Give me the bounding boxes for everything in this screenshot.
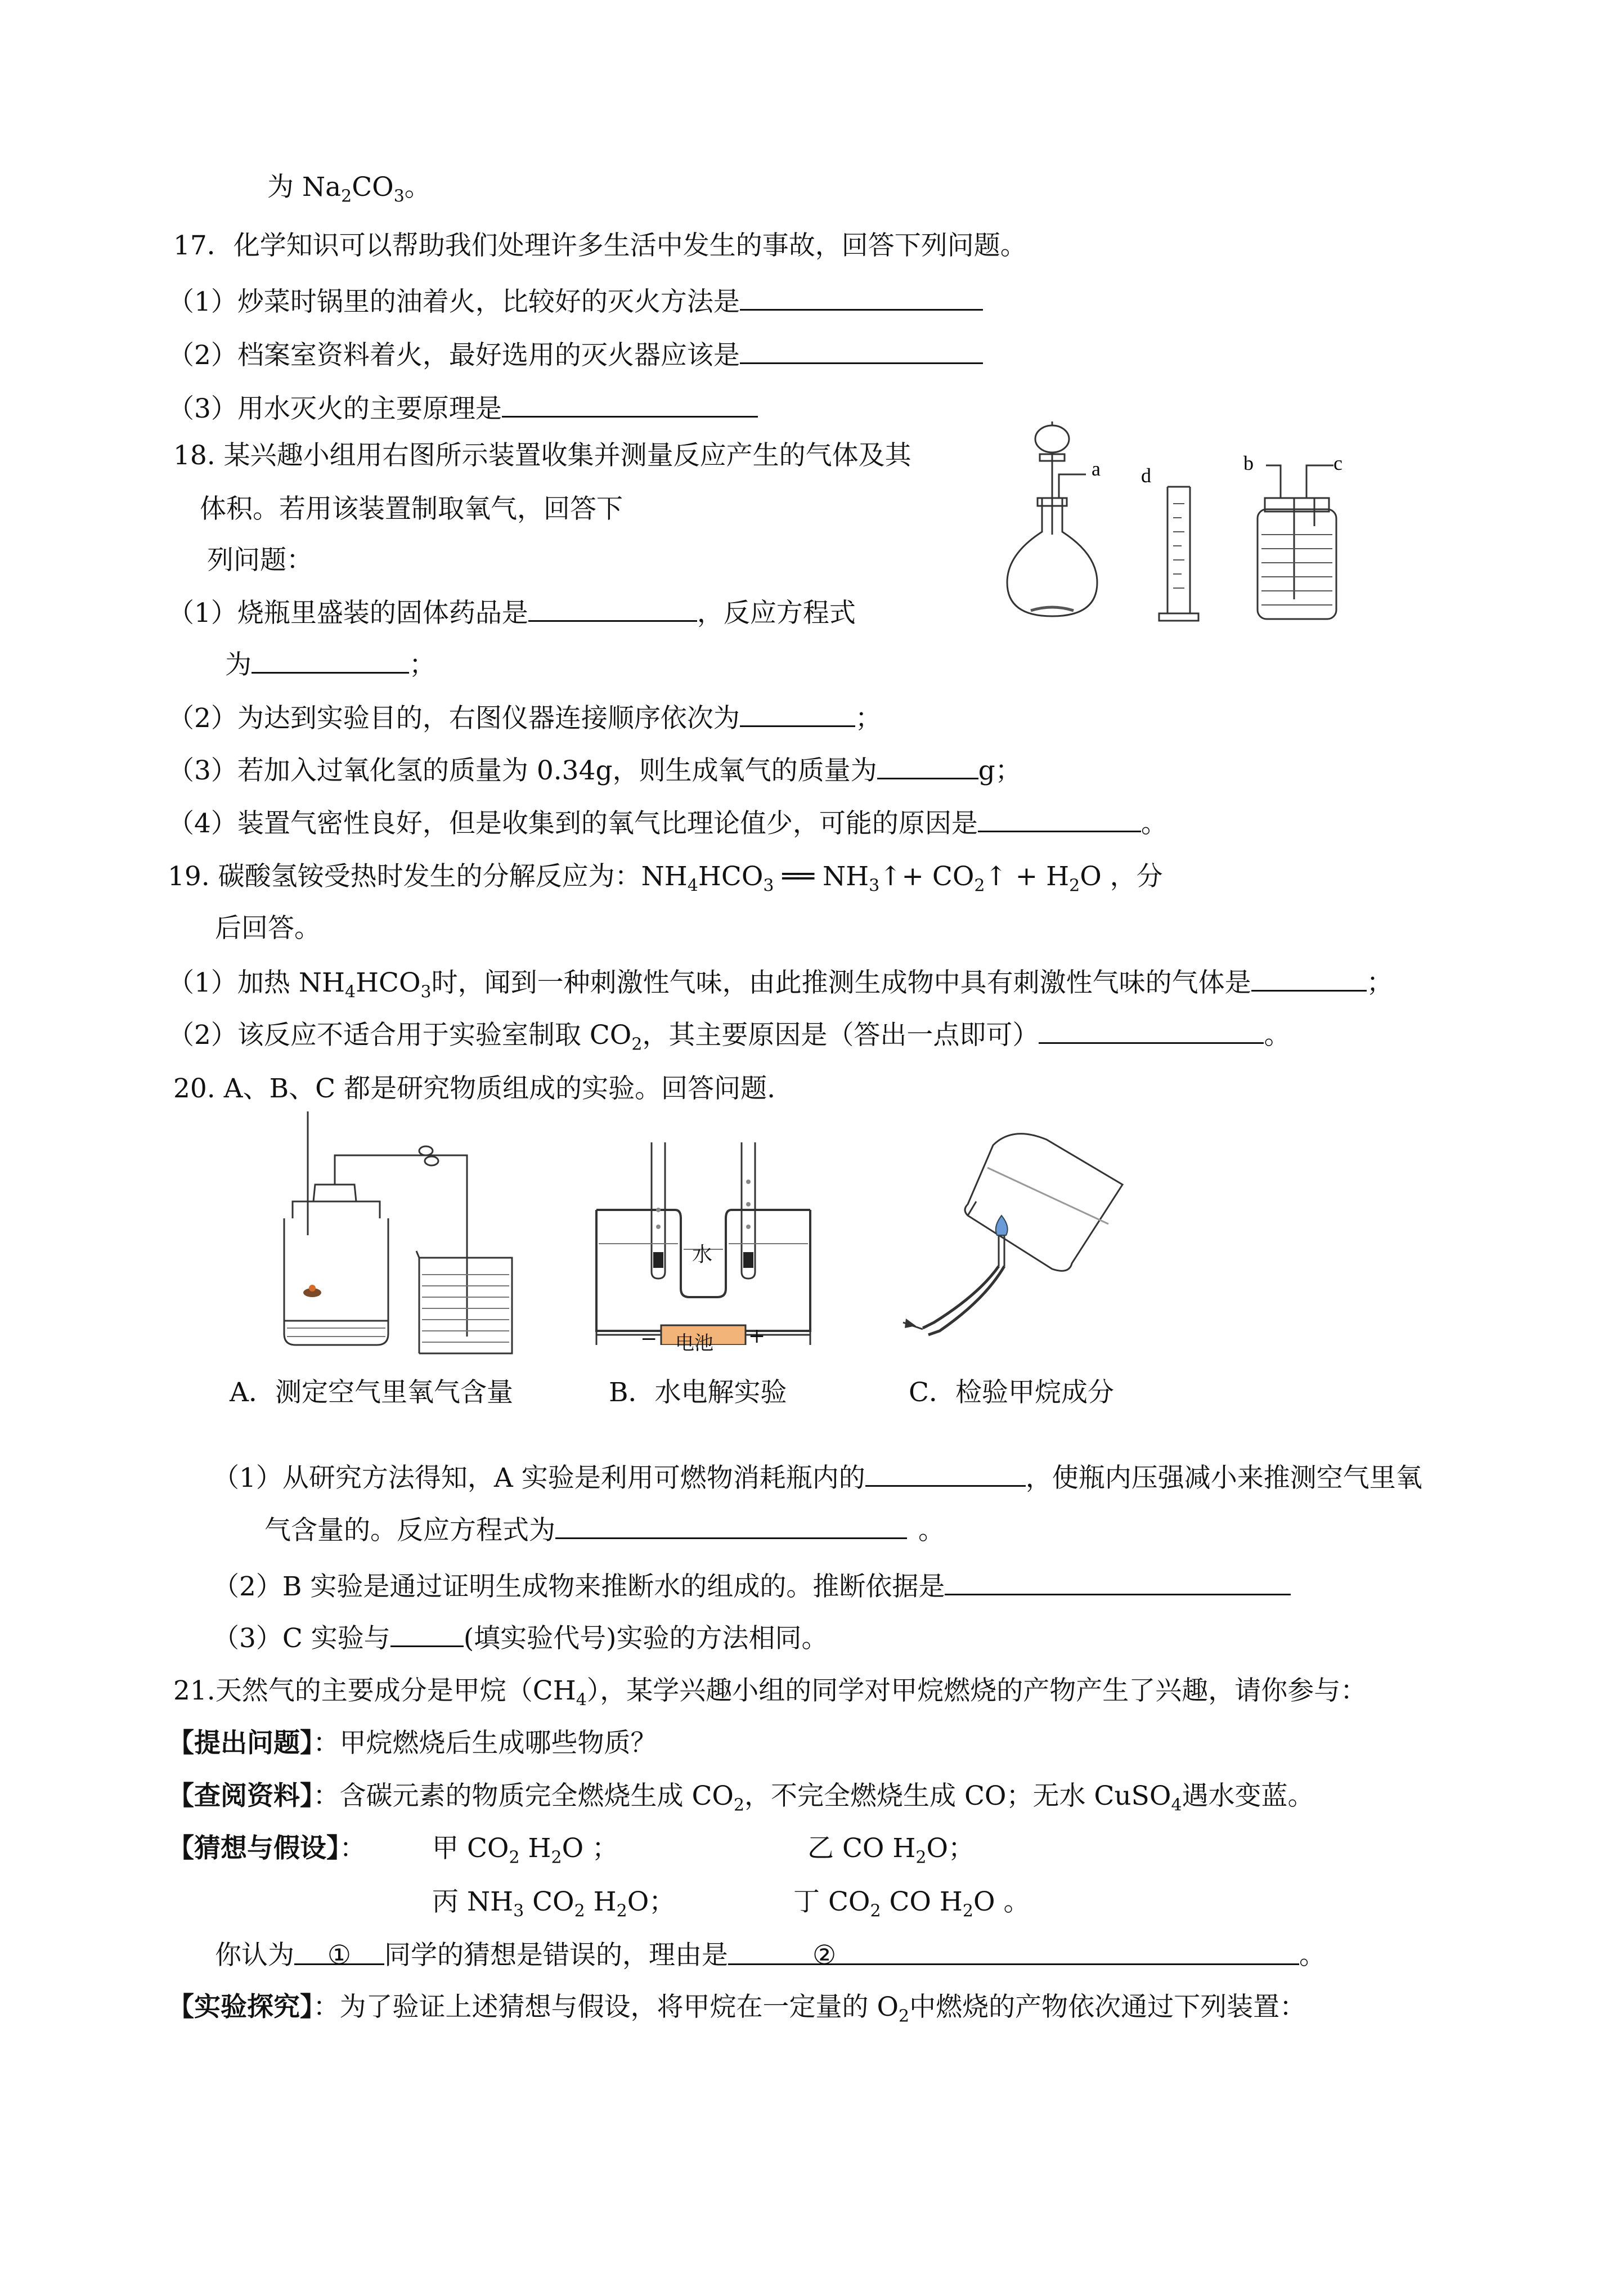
q18-stem-line2: 体积。若用该装置制取氧气，回答下	[200, 494, 623, 524]
q17-answer-blank-3[interactable]	[502, 391, 758, 418]
q21-info: 【查阅资料】：含碳元素的物质完全燃烧生成 $CO_2$，不完全燃烧生成 CO；无水 CuSO$_4$遇水变蓝。	[168, 1781, 1314, 1815]
q18-answer-blank-2[interactable]	[252, 647, 409, 674]
q17-part2: （2）档案室资料着火，最好选用的灭火器应该是	[168, 338, 983, 373]
q21-answer-blank-2[interactable]: ②	[728, 1939, 1299, 1965]
q19-answer-blank-1[interactable]	[1251, 965, 1367, 992]
q21-hyp-bing: 丙 $NH_3$ $CO_2$ $H_2O$；	[432, 1886, 676, 1921]
jar-stopper	[313, 1185, 356, 1201]
exp-tag: 【实验探究】	[168, 1992, 313, 2023]
q18-stem-line1: 18. 某兴趣小组用右图所示装置收集并测量反应产生的气体及其	[173, 440, 911, 471]
q20-caption-a: A．测定空气里氧气含量	[230, 1377, 513, 1408]
label-c: c	[1333, 452, 1342, 474]
funnel-bulb	[1035, 425, 1069, 452]
q20-part3: （3）C 实验与 (填实验代号)实验的方法相同。	[213, 1621, 828, 1656]
q18-apparatus-figure	[996, 414, 1350, 627]
q20-answer-blank-1[interactable]	[865, 1460, 1026, 1487]
q19-stem: 19. 碳酸氢铵受热时发生的分解反应为：$NH_4HCO_3$ ══ $NH_3↑+$ $CO_2↑ + H_2O$ ，分	[168, 861, 1163, 896]
q20-caption-c: C．检验甲烷成分	[909, 1377, 1114, 1408]
label-b: b	[1243, 452, 1254, 474]
q19-answer-blank-2[interactable]	[1039, 1017, 1264, 1044]
q20-answer-blank-2[interactable]	[555, 1513, 907, 1539]
q21-hypothesis-tag: 【猜想与假设】：	[168, 1833, 366, 1864]
label-d: d	[1141, 464, 1151, 487]
q18-part1-cont: 为 ；	[225, 647, 435, 682]
q21-answer-blank-1[interactable]: ①	[294, 1939, 384, 1965]
q17-answer-blank-2[interactable]	[740, 338, 983, 364]
q18-part3: （3）若加入过氧化氢的质量为 0.34g，则生成氧气的质量为 g；	[168, 753, 1022, 788]
q16-tail-line: 为 $Na_2CO_3$。	[267, 172, 431, 207]
q17-part1: （1）炒菜时锅里的油着火，比较好的灭火方法是	[168, 284, 983, 319]
q21-hyp-jia: 甲 $CO_2$ $H_2O$ ；	[432, 1833, 619, 1868]
connecting-tube	[335, 1155, 467, 1337]
q20-figb-water-label: 水	[692, 1243, 713, 1266]
q20-answer-blank-4[interactable]	[390, 1621, 464, 1647]
q20-stem: 20. A、B、C 都是研究物质组成的实验。回答问题.	[173, 1073, 776, 1104]
q20-figb-minus-label: −	[640, 1328, 658, 1351]
q18-answer-blank-1[interactable]	[528, 595, 697, 622]
beaker	[416, 1251, 512, 1353]
q18-part2: （2）为达到实验目的，右图仪器连接顺序依次为 ；	[168, 701, 882, 736]
q20-caption-b: B．水电解实验	[609, 1377, 787, 1408]
burner-nozzle	[999, 1235, 1004, 1266]
ask-tag: 【提出问题】	[168, 1728, 313, 1759]
q18-apparatus-svg	[996, 414, 1350, 627]
gas-tube	[923, 1266, 1004, 1335]
q19-part1: （1）加热 $NH_4HCO_3$时，闻到一种刺激性气味，由此推测生成物中具有刺激性气味的气体是 ；	[168, 965, 1393, 1000]
q20-figb-battery-label: 电池	[675, 1332, 713, 1355]
q18-answer-blank-5[interactable]	[978, 806, 1141, 832]
q18-stem-line3: 列问题：	[207, 545, 313, 576]
inverted-beaker	[965, 1134, 1122, 1271]
q20-figb-plus-label: +	[748, 1325, 766, 1348]
q20-part1: （1）从研究方法得知，A 实验是利用可燃物消耗瓶内的 ，使瓶内压强减小来推测空气里氧	[213, 1460, 1422, 1495]
q21-think: 你认为 ① 同学的猜想是错误的，理由是 ② 。	[215, 1940, 1326, 1971]
q20-figure-c	[900, 1125, 1148, 1362]
q19-part2: （2）该反应不适合用于实验室制取 $CO_2$，其主要原因是（答出一点即可） 。	[168, 1017, 1290, 1052]
q21-experiment: 【实验探究】：为了验证上述猜想与假设，将甲烷在一定量的 $O_2$中燃烧的产物依次通过下列装置：	[168, 1992, 1306, 2026]
gas-collecting-bottle	[1258, 509, 1336, 619]
q17-answer-blank-1[interactable]	[740, 284, 983, 311]
q18-answer-blank-3[interactable]	[740, 701, 855, 727]
info-tag: 【查阅资料】	[168, 1781, 313, 1811]
q17-stem: 17．化学知识可以帮助我们处理许多生活中发生的事故，回答下列问题。	[173, 230, 1027, 261]
q21-stem: 21.天然气的主要成分是甲烷$(CH_4)$，某学兴趣小组的同学对甲烷燃烧的产物产生了兴趣，请你参与：	[173, 1675, 1367, 1710]
q20-part1-cont: 气含量的。反应方程式为 。	[264, 1513, 945, 1548]
q21-ask: 【提出问题】：甲烷燃烧后生成哪些物质？	[168, 1728, 657, 1759]
q21-hyp-yi: 乙 CO $H_2O$；	[807, 1833, 975, 1868]
graduated-cylinder	[1168, 487, 1190, 613]
q19-stem-line2: 后回答。	[215, 913, 321, 944]
q20-part2: （2）B 实验是通过证明生成物来推断水的组成的。推断依据是	[213, 1569, 1291, 1604]
gas-jar	[284, 1218, 388, 1345]
q20-answer-blank-3[interactable]	[945, 1569, 1291, 1595]
q18-part4: （4）装置气密性良好，但是收集到的氧气比理论值少，可能的原因是 。	[168, 806, 1168, 841]
q17-part3: （3）用水灭火的主要原理是	[168, 391, 758, 426]
q18-answer-blank-4[interactable]	[877, 753, 978, 779]
q18-part1: （1）烧瓶里盛装的固体药品是 ，反应方程式	[168, 595, 856, 630]
q21-hyp-ding: 丁 $CO_2$ CO $H_2O$ 。	[793, 1886, 1030, 1921]
q20-figure-a	[262, 1111, 565, 1365]
label-a: a	[1092, 458, 1101, 480]
methane-flame	[996, 1216, 1008, 1235]
